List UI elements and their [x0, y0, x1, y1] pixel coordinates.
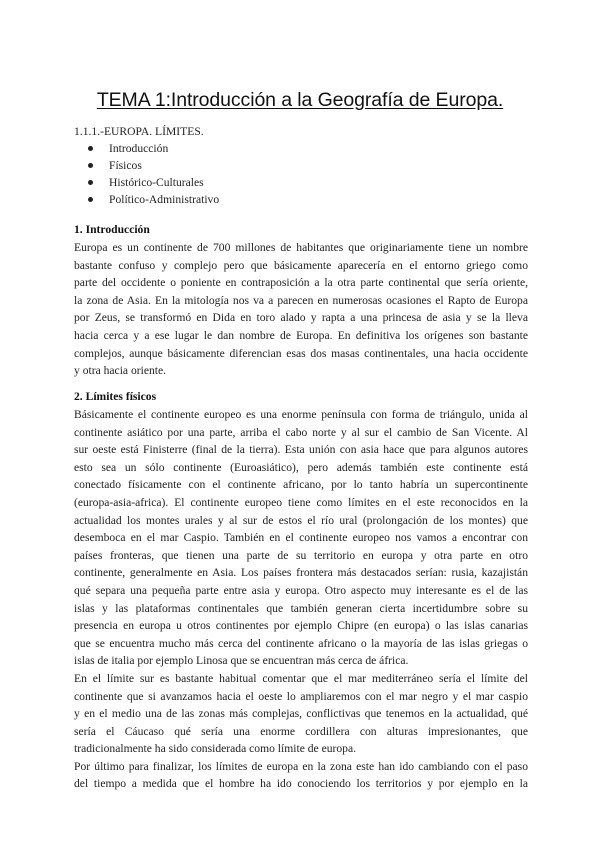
text-line: países fronteras, que tienen una parte de su territorio en europa y otra parte en otro [74, 548, 528, 562]
text-line: presencia en europa u otros continentes por ejemplo Chipre (en europa) o las islas canarias [74, 619, 528, 633]
text-line: hacia cerca y a ese lugar le dan nombre de Europa. En definitiva los orígenes son bastante [74, 328, 528, 342]
text-line: qué separa una pequeña parte entre asia y europa. Otro aspecto muy interesante es el de las [74, 583, 528, 597]
text-line: tradicionalmente ha sido considerada como límite de europa. [74, 742, 357, 756]
list-item: Físicos [74, 157, 219, 174]
text-line: islas y las plataformas continentales que también generan cierta incertidumbre sobre su [74, 601, 528, 615]
text-line: esto sea un sólo continente (Euroasiático), pero además también este continente está [74, 460, 528, 474]
text-line: continente, generalmente en Asia. Los países frontera más destacados serían: rusia, kazajistán [74, 566, 528, 580]
text-line: continente asiático por una parte, arriba el cabo norte y al sur el cambio de San Vicente. Al [74, 425, 528, 439]
text-line: continente que si avanzamos hacia el oeste lo ampliaremos con el mar negro y el mar caspio [74, 689, 528, 703]
text-line: Por último para finalizar, los límites de europa en la zona este han ido cambiando con el paso [74, 759, 528, 773]
text-line: que se encuentra mucho más cerca del continente africano o la mayoría de las islas griegas o [74, 636, 528, 650]
text-line: complejos, aunque básicamente diferencian esas dos masas continentales, una hacia occidente [74, 346, 528, 360]
section-code: 1.1.1.-EUROPA. LÍMITES. [74, 125, 204, 138]
text-line: parte del occidente o poniente en contraposición a la otra parte continental que sería oriente, [74, 276, 528, 290]
bullet-icon [88, 197, 93, 202]
text-line: Europa es un continente de 700 millones de habitantes que originariamente tiene un nombre [74, 241, 528, 254]
text-line: En el límite sur es bastante habitual comentar que el mar mediterráneo sería el límite del [74, 671, 528, 685]
section-heading-introduccion: 1. Introducción [74, 223, 150, 236]
document-title: TEMA 1:Introducción a la Geografía de Europa. [96, 89, 504, 111]
list-item: Histórico-Culturales [74, 174, 219, 191]
text-line: la zona de Asia. En la mitología nos va a parecen en numerosas ocasiones el Rapto de Europa [74, 293, 528, 307]
text-line: desemboca en el mar Caspio. También en el continente europeo nos vamos a encontrar con [74, 531, 528, 545]
section-heading-limites-fisicos: 2. Límites físicos [74, 390, 157, 403]
bullet-icon [88, 163, 93, 168]
text-line: y otra hacia oriente. [74, 364, 167, 378]
list-item: Introducción [74, 140, 219, 157]
bullet-icon [88, 180, 93, 185]
text-line: por Zeus, se transformó en Dida en toro alado y rapta a una princesa de asia y se la lleva [74, 311, 528, 325]
bullet-icon [88, 146, 93, 151]
text-line: sur oeste está Finisterre (final de la tierra). Esta unión con asia hace que para algunos autores [74, 443, 528, 457]
text-line: bastante confuso y complejo pero que básicamente aparecería en el entorno griego como [74, 258, 528, 272]
section-body-introduccion [74, 239, 528, 380]
text-line: actualidad los montes urales y al sur de estos el río ural (prolongación de los montes) que [74, 513, 528, 527]
text-line: del tiempo a medida que el hombre ha ido conociendo los territorios y por ejemplo en la [74, 777, 528, 791]
text-line: sería el Cáucaso qué sería una enorme cordillera con alturas impresionantes, que [74, 724, 528, 738]
section-body-limites-fisicos [74, 406, 528, 793]
text-line: conectado físicamente con el continente africano, por lo tanto habría un supercontinente [74, 478, 528, 492]
topic-list [74, 140, 219, 208]
text-line: (europa-asia-africa). El continente europeo tiene como límites en el este reconocidos en la [74, 495, 528, 509]
text-line: islas de italia por ejemplo Linosa que se encuentran más cerca de áfrica. [74, 654, 409, 668]
text-line: y en el medio una de las zonas más complejas, conflictivas que tenemos en la actualidad, qué [74, 707, 528, 721]
list-item: Político-Administrativo [74, 191, 219, 208]
text-line: Básicamente el continente europeo es una enorme península con forma de triángulo, unida al [74, 408, 528, 421]
